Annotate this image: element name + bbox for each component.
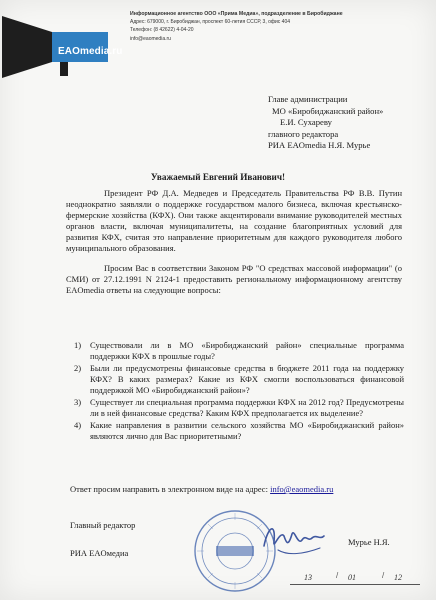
reply-text: Ответ просим направить в электронном виде на адрес: [70, 484, 271, 494]
date-separator: / [336, 571, 339, 580]
date-line [290, 572, 420, 590]
date-month: 01 [348, 573, 356, 582]
date-underline [290, 584, 420, 585]
signatory-title-line: РИА EAOмедиа [70, 548, 129, 558]
question-text: Существует ли специальная программа поддержки КФХ на 2012 год? Предусмотрены ли в ней финансовые средства? Каким КФХ предполагается их выделение? [90, 397, 404, 418]
org-info [130, 10, 430, 43]
logo-text: EAOmedia.ru [58, 46, 123, 57]
reply-request [70, 484, 410, 495]
question-list [70, 340, 404, 442]
date-separator: / [382, 571, 385, 580]
body-paragraph: Просим Вас в соответствии Законом РФ "О средствах массовой информации" (о СМИ) от 27.12.1991 N 2124-1 предоставить региональному информационному агентству EAOmedia ответы на следующие вопросы: [66, 263, 402, 295]
question-item [70, 340, 404, 362]
signatory-name: Мурье Н.Я. [348, 537, 390, 547]
greeting: Уважаемый Евгений Иванович! [150, 172, 286, 182]
org-phone: Телефон: (8 42622) 4-04-20 [130, 27, 194, 34]
question-item [70, 397, 404, 419]
org-email: info@eaomedia.ru [130, 35, 171, 42]
addressee-line: МО «Биробиджанский район» [272, 105, 384, 116]
question-text: Существовали ли в МО «Биробиджанский район» специальные программа поддержки КФХ в прошлые годы? [90, 340, 404, 361]
signatory-title [70, 520, 135, 559]
org-address: Адрес: 679000, г. Биробиджан, проспект 60-летия СССР, 3, офис 404 [130, 19, 291, 26]
question-text: Какие направления в развитии сельского хозяйства МО «Биробиджанский район» являются лично для Вас приоритетными? [90, 420, 404, 441]
question-number: 1) [74, 340, 82, 350]
megaphone-icon [0, 6, 123, 84]
question-number: 3) [74, 397, 82, 407]
question-item [70, 420, 404, 442]
letter-body [66, 188, 402, 296]
addressee-line: РИА EAOmedia Н.Я. Мурье [268, 140, 371, 151]
signatory-title-line: Главный редактор [70, 520, 136, 530]
question-item [70, 363, 404, 396]
date-day: 13 [304, 573, 312, 582]
question-number: 4) [74, 420, 82, 430]
date-year: 12 [394, 573, 402, 582]
question-text: Были ли предусмотрены финансовые средства в бюджете 2011 года на поддержку КФХ? В каких размерах? Какие из КФХ смогли воспользоваться финансовой поддержкой МО «Биробиджанский район»? [90, 363, 404, 395]
addressee-line: Главе администрации [268, 94, 348, 104]
org-name: Информационное агентство ООО «Прима Медиа», подразделение в Биробиджане [130, 11, 343, 17]
letterhead [0, 0, 436, 86]
reply-email-link[interactable]: info@eaomedia.ru [270, 484, 334, 494]
question-number: 2) [74, 363, 82, 373]
addressee-line: главного редактора [268, 128, 339, 139]
body-paragraph: Президент РФ Д.А. Медведев и Председатель Правительства РФ В.В. Путин неоднократно заявляли о поддержке государством малого бизнеса, включая крестьянско-фермерские хозяйства (КФХ). Они также акцентировали внимание руководителей местных органов власти, включая муниципалитеты, на создание благоприятных условий для развития КФХ, считая это направление приоритетным для каждого руководителя любого муниципального образования. [66, 188, 402, 253]
addressee-block [268, 94, 383, 152]
handwritten-signature-icon [258, 516, 330, 562]
addressee-line: Е.И. Сухареву [280, 117, 332, 128]
